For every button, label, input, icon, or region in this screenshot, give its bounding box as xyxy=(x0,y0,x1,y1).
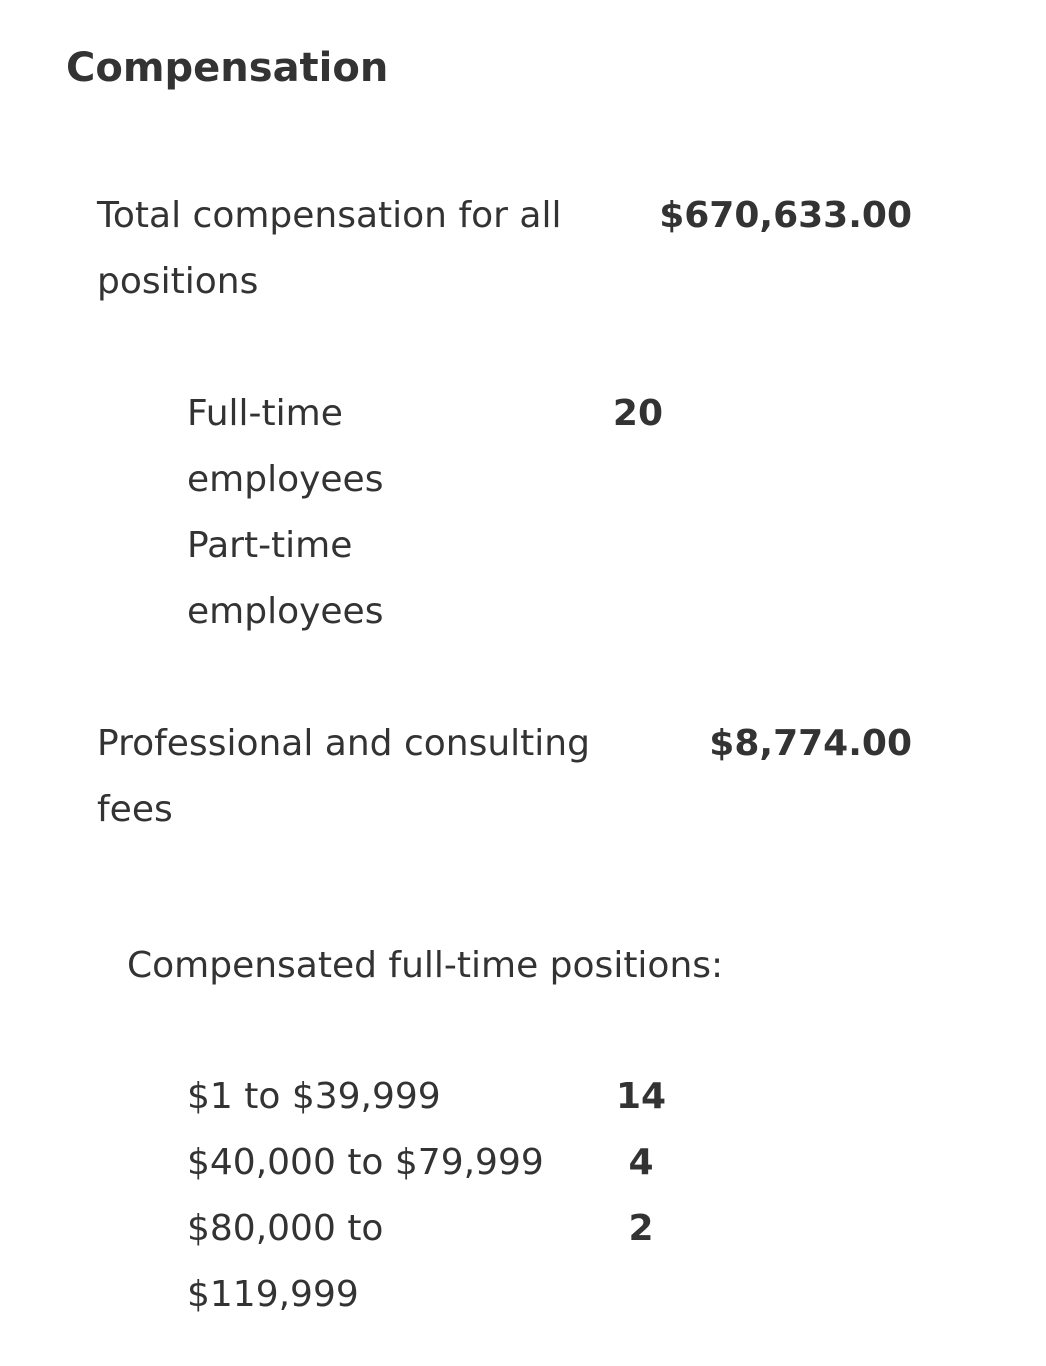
salary-band-count: 4 xyxy=(628,1142,654,1183)
section-title: Compensation xyxy=(66,45,389,91)
salary-band-label: $1 to $39,999 xyxy=(187,1076,441,1117)
total-compensation-label: Total compensation for all positions xyxy=(97,195,562,302)
full-time-employees-label: Full-time employees xyxy=(187,393,384,500)
professional-fees-value: $8,774.00 xyxy=(709,723,912,764)
full-time-employees-value: 20 xyxy=(612,393,663,434)
positions-heading: Compensated full-time positions: xyxy=(127,945,724,986)
salary-band-count: 2 xyxy=(628,1208,654,1249)
salary-band-count: 14 xyxy=(615,1076,667,1117)
salary-band-label: $40,000 to $79,999 xyxy=(187,1142,544,1183)
total-compensation-value: $670,633.00 xyxy=(659,195,912,236)
professional-fees-label: Professional and consulting fees xyxy=(97,723,590,830)
part-time-employees-label: Part-time employees xyxy=(187,525,384,632)
salary-band-label: $80,000 to $119,999 xyxy=(187,1208,384,1315)
